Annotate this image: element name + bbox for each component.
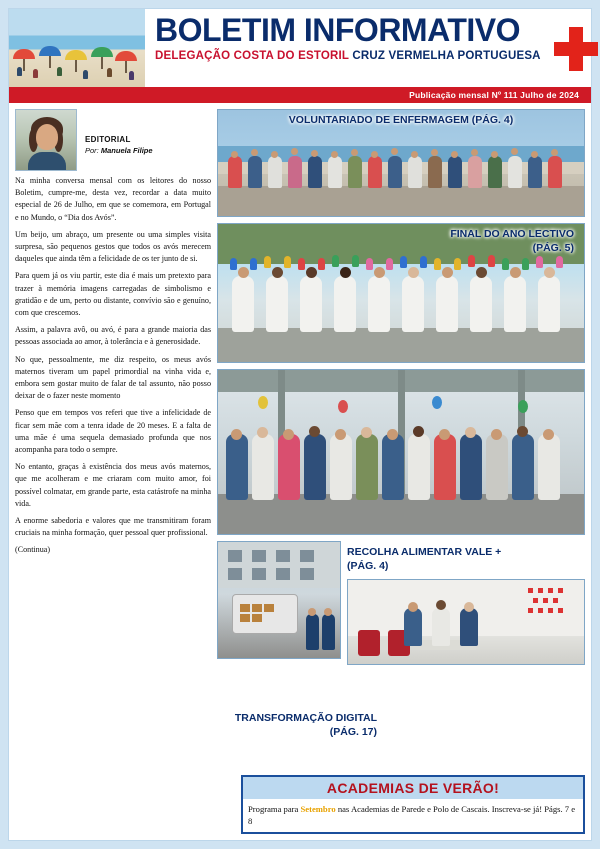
author-name: Manuela Filipe	[100, 146, 153, 155]
summer-academies-banner[interactable]	[241, 775, 585, 834]
author-portrait	[15, 109, 77, 171]
banner-text-after: nas Academias de Parede e Polo de Cascais. Inscreva-se já! Págs. 7 e 8	[248, 804, 576, 826]
red-cross-icon	[541, 9, 600, 87]
editorial-paragraph: No entanto, graças à existência dos meus avós maternos, que me acolheram e me criaram com muito amor, foi possível colmatar, em grande parte, esta catástrofe na minha vida.	[15, 462, 211, 508]
volunteer-nursing-photo	[217, 109, 585, 217]
digital-transformation-photo	[347, 579, 585, 665]
editorial-column	[15, 109, 211, 831]
caption-line2: (PÁG. 4)	[347, 560, 389, 572]
editorial-body	[15, 175, 211, 557]
organization-label: CRUZ VERMELHA PORTUGUESA	[352, 49, 541, 62]
bottom-photo-row	[217, 541, 585, 671]
editorial-paragraph: Assim, a palavra avô, ou avó, é para a grande maioria das pessoas associada ao amor, à tolerância e à generosidade.	[15, 325, 211, 347]
issue-bar	[9, 87, 591, 103]
editorial-paragraph: A enorme sabedoria e valores que me transmitiram foram cruciais na minha formação, quer pessoal quer profissional.	[15, 516, 211, 538]
editorial-paragraph: Um beijo, um abraço, um presente ou uma simples visita surpresa, são pequenos gestos que todos os avós merecem daqueles que ainda têm a felicidade de os ter junto de si.	[15, 229, 211, 264]
editorial-paragraph: Na minha conversa mensal com os leitores do nosso Boletim, cumpre-me, desta vez, recordar a data muito especial de 26 de Julho, em que se comemora, em Portugal e no Mundo, o “Dia dos Avós”.	[15, 176, 211, 222]
editorial-header	[15, 109, 211, 171]
photo-caption: VOLUNTARIADO DE ENFERMAGEM (PÁG. 4)	[288, 114, 514, 126]
party-photo	[217, 369, 585, 535]
newsletter-page	[8, 8, 592, 841]
bottom-captions	[347, 541, 585, 671]
editorial-label: EDITORIAL	[85, 135, 131, 144]
photo-caption-line1: FINAL DO ANO LECTIVO	[450, 228, 574, 240]
caption-line1: TRANSFORMAÇÃO DIGITAL	[234, 712, 377, 724]
content-area	[9, 103, 591, 831]
editorial-byline	[85, 146, 153, 155]
caption-line1: RECOLHA ALIMENTAR VALE +	[347, 546, 502, 558]
beach-umbrellas-photo	[9, 9, 145, 87]
editorial-paragraph: Penso que em tempos vos referi que tive a infelicidade de ficar sem mãe com a tenra idade de 20 meses. E a falta de uma mãe é uma sequela demasiado profunda que nos acompanha para todo o sempre.	[15, 408, 211, 455]
banner-text-before: Programa para	[248, 804, 301, 814]
school-year-end-photo	[217, 223, 585, 363]
digital-transformation-caption	[217, 711, 377, 739]
food-collection-caption	[347, 545, 585, 573]
banner-title: ACADEMIAS DE VERÃO!	[243, 777, 583, 799]
photo-column	[217, 109, 585, 831]
editorial-paragraph: Para quem já os viu partir, este dia é mais um pretexto para trazer à memória imagens carregadas de simbolismo e gratidão e de um, perto ou distante, convívio são e genuíno, com que crescemos.	[15, 271, 211, 318]
page-title: BOLETIM INFORMATIVO	[155, 12, 520, 48]
banner-highlight: Setembro	[300, 804, 336, 814]
issue-text: Publicação mensal Nº 111 Julho de 2024	[409, 90, 579, 100]
photo-caption-line2: (PÁG. 5)	[532, 242, 574, 254]
masthead-subtitle	[155, 50, 541, 62]
editorial-paragraph: No que, pessoalmente, me diz respeito, os meus avós maternos tiveram um papel primordial na vinha vida e, embora sem gostar muito de falar de tal assunto, não posso deixar de o fazer neste momento	[15, 354, 211, 401]
delegation-label: DELEGAÇÃO COSTA DO ESTORIL	[155, 49, 349, 62]
food-collection-photo	[217, 541, 341, 659]
byline-prefix: Por:	[85, 146, 99, 155]
banner-text	[243, 799, 583, 832]
title-block	[145, 9, 541, 87]
editorial-continued: (Continua)	[15, 545, 51, 555]
masthead	[9, 9, 591, 87]
caption-line2: (PÁG. 17)	[329, 726, 377, 738]
